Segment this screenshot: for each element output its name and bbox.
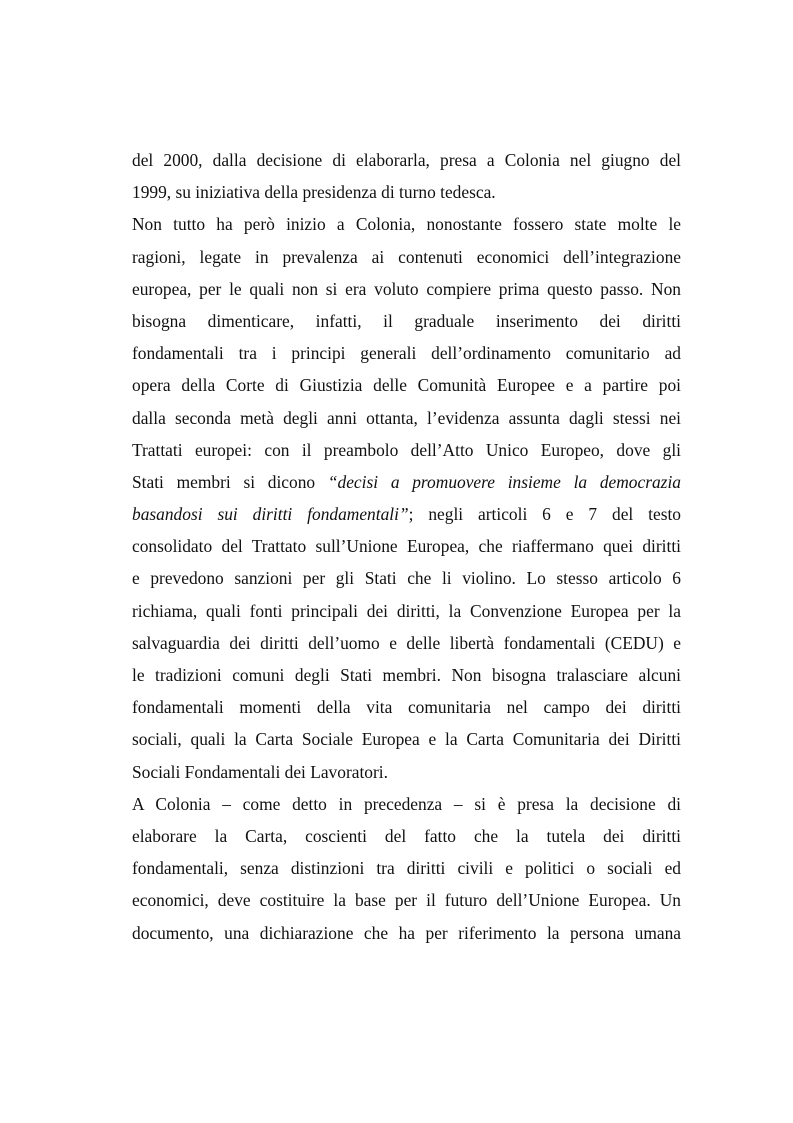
text-segment: del 2000, dalla decisione di elaborarla, presa a Colonia nel giugno del: [132, 150, 681, 170]
text-segment: Trattati europei: con il preambolo dell’Atto Unico Europeo, dove gli: [132, 439, 681, 460]
text-line: [132, 884, 681, 916]
text-line: [132, 241, 681, 273]
text-segment: ragioni, legate in prevalenza ai contenuti economici dell’integrazione: [132, 246, 681, 267]
text-line: [132, 691, 681, 723]
text-line: [132, 498, 681, 530]
body-text: [132, 144, 681, 949]
text-segment: fondamentali momenti della vita comunitaria nel campo dei diritti: [132, 697, 681, 718]
text-line: [132, 756, 681, 788]
text-segment: 1999, su iniziativa della presidenza di turno tedesca.: [132, 182, 496, 203]
text-line: [132, 917, 681, 949]
text-segment: A Colonia – come detto in precedenza – si è presa la decisione di: [132, 793, 681, 814]
text-line: [132, 788, 681, 820]
text-line: [132, 820, 681, 852]
text-segment: le tradizioni comuni degli Stati membri. Non bisogna tralasciare alcuni: [132, 665, 681, 685]
text-line: [132, 723, 681, 755]
paragraph: [132, 208, 681, 787]
text-segment: e prevedono sanzioni per gli Stati che li violino. Lo stesso articolo 6: [132, 568, 681, 589]
text-segment: economici, deve costituire la base per il futuro dell’Unione Europea. Un: [132, 890, 681, 911]
text-line: [132, 466, 681, 498]
text-line: [132, 337, 681, 369]
text-segment: bisogna dimenticare, infatti, il graduale inserimento dei diritti: [132, 310, 681, 331]
text-segment: documento, una dichiarazione che ha per riferimento la persona umana: [132, 922, 681, 943]
text-segment: europea, per le quali non si era voluto compiere prima questo passo. Non: [132, 278, 681, 299]
text-segment: dalla seconda metà degli anni ottanta, l’evidenza assunta dagli stessi nei: [132, 407, 681, 428]
text-segment: richiama, quali fonti principali dei diritti, la Convenzione Europea per la: [132, 600, 681, 621]
paragraph: [132, 144, 681, 208]
paragraph: [132, 788, 681, 949]
text-line: [132, 627, 681, 659]
text-line: [132, 852, 681, 884]
text-segment: Non tutto ha però inizio a Colonia, nonostante fossero state molte le: [132, 214, 681, 235]
text-line: [132, 402, 681, 434]
text-line: [132, 530, 681, 562]
text-line: [132, 273, 681, 305]
text-segment: Stati membri si dicono: [132, 471, 328, 492]
text-line: [132, 176, 681, 208]
text-segment: sociali, quali la Carta Sociale Europea e la Carta Comunitaria dei Diritti: [132, 729, 681, 750]
text-segment: consolidato del Trattato sull’Unione Europea, che riaffermano quei diritti: [132, 536, 681, 557]
text-line: [132, 434, 681, 466]
text-line: [132, 208, 681, 240]
text-segment: ; negli articoli 6 e 7 del testo: [408, 504, 681, 525]
text-line: [132, 305, 681, 337]
text-line: [132, 659, 681, 691]
text-segment: salvaguardia dei diritti dell’uomo e delle libertà fondamentali (CEDU) e: [132, 632, 681, 653]
italic-quote: “decisi a promuovere insieme la democrazia: [327, 471, 681, 492]
text-segment: elaborare la Carta, coscienti del fatto che la tutela dei diritti: [132, 825, 681, 846]
text-line: [132, 144, 681, 176]
text-segment: opera della Corte di Giustizia delle Comunità Europee e a partire poi: [132, 375, 681, 396]
text-segment: fondamentali tra i principi generali dell’ordinamento comunitario ad: [132, 343, 681, 364]
text-line: [132, 369, 681, 401]
text-line: [132, 595, 681, 627]
text-segment: Sociali Fondamentali dei Lavoratori.: [132, 761, 388, 782]
text-segment: fondamentali, senza distinzioni tra diritti civili e politici o sociali ed: [132, 858, 681, 879]
italic-quote: basandosi sui diritti fondamentali”: [132, 504, 409, 525]
text-line: [132, 562, 681, 594]
